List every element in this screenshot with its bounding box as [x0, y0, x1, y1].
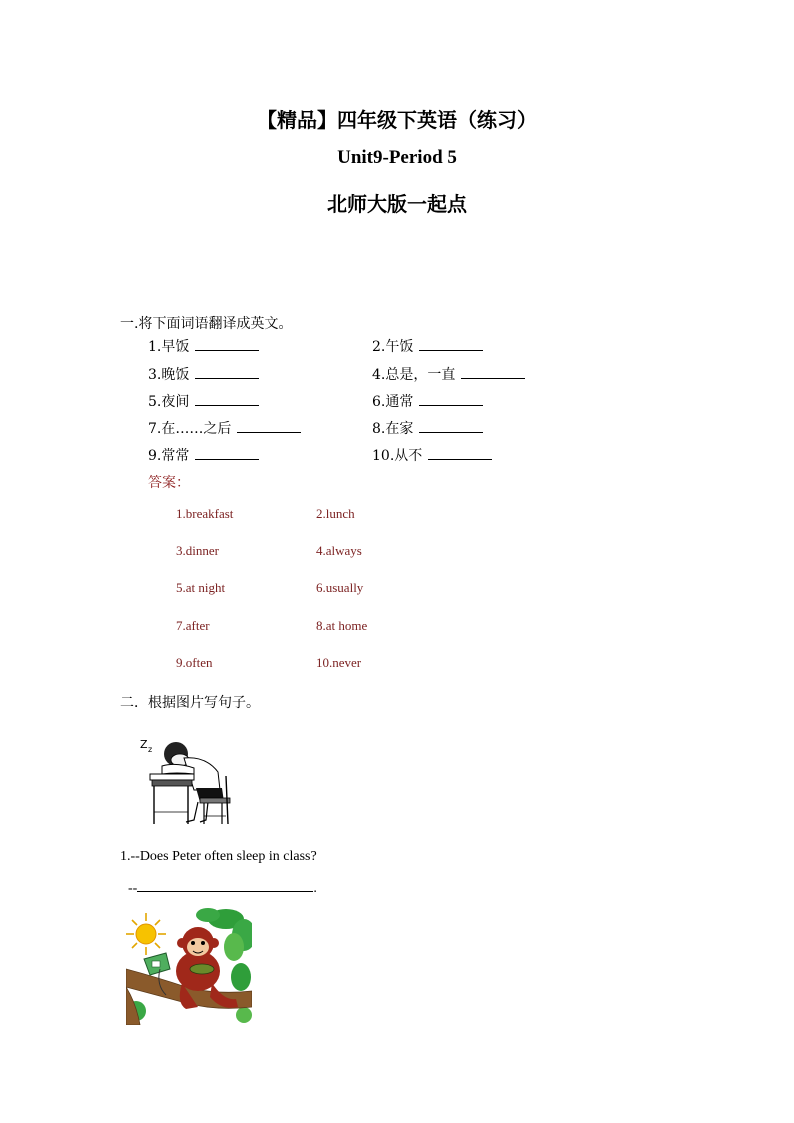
word-item — [372, 364, 525, 384]
word-label: 6.通常 — [372, 394, 414, 410]
word-label: 8.在家 — [372, 421, 414, 437]
answer-item: 1.breakfast — [176, 506, 234, 521]
word-item — [372, 391, 483, 411]
answer-blank[interactable] — [195, 366, 259, 379]
word-label: 3.晚饭 — [148, 367, 190, 383]
word-label: 9.常常 — [148, 448, 190, 464]
word-label: 10.从不 — [372, 448, 423, 464]
answer-item: 4.always — [316, 543, 362, 558]
section1-heading: 一.将下面词语翻译成英文。 — [120, 316, 293, 332]
word-label: 1.早饭 — [148, 339, 190, 355]
word-item — [148, 391, 259, 411]
word-item — [372, 445, 492, 465]
answer-blank[interactable] — [237, 420, 301, 433]
word-label: 5.夜间 — [148, 394, 190, 410]
question-1-answer-line — [128, 880, 317, 897]
document-subtitle: Unit9-Period 5 — [337, 147, 457, 168]
document-title: 【精品】四年级下英语（练习） — [257, 108, 537, 132]
svg-text:z: z — [148, 745, 153, 754]
answer-label: 答案： — [148, 475, 190, 491]
word-label: 4.总是，一直 — [372, 367, 456, 383]
answer-item: 5.at night — [176, 580, 226, 595]
answer-blank[interactable] — [419, 393, 483, 406]
answer-item: 6.usually — [316, 580, 364, 595]
question-1: 1.--Does Peter often sleep in class? — [120, 849, 317, 864]
word-item — [148, 418, 301, 438]
answer-item: 7.after — [176, 618, 210, 633]
answer-blank[interactable] — [195, 393, 259, 406]
answer-blank[interactable] — [428, 447, 492, 460]
word-item — [372, 336, 483, 356]
svg-text:Z: Z — [140, 738, 148, 751]
answer-blank[interactable] — [461, 366, 525, 379]
answer-blank[interactable] — [419, 420, 483, 433]
answer-item: 9.often — [176, 655, 213, 670]
word-item — [148, 336, 259, 356]
word-item — [148, 445, 259, 465]
answer-item: 2.lunch — [316, 506, 355, 521]
answer-item: 8.at home — [316, 618, 368, 633]
answer-item: 10.never — [316, 655, 362, 670]
monkey-on-branch-illustration — [126, 907, 252, 1025]
answer-prefix: -- — [128, 881, 138, 896]
answer-blank[interactable] — [195, 447, 259, 460]
answer-item: 3.dinner — [176, 543, 219, 558]
answer-blank[interactable] — [137, 880, 313, 892]
answer-suffix: . — [313, 881, 317, 896]
document-edition: 北师大版一起点 — [327, 192, 467, 216]
word-item — [372, 418, 483, 438]
sleeping-boy-illustration — [136, 732, 236, 828]
answer-blank[interactable] — [195, 338, 259, 351]
answer-blank[interactable] — [419, 338, 483, 351]
word-label: 2.午饭 — [372, 339, 414, 355]
word-item — [148, 364, 259, 384]
section2-heading: 二．根据图片写句子。 — [120, 695, 260, 711]
word-label: 7.在……之后 — [148, 421, 232, 437]
